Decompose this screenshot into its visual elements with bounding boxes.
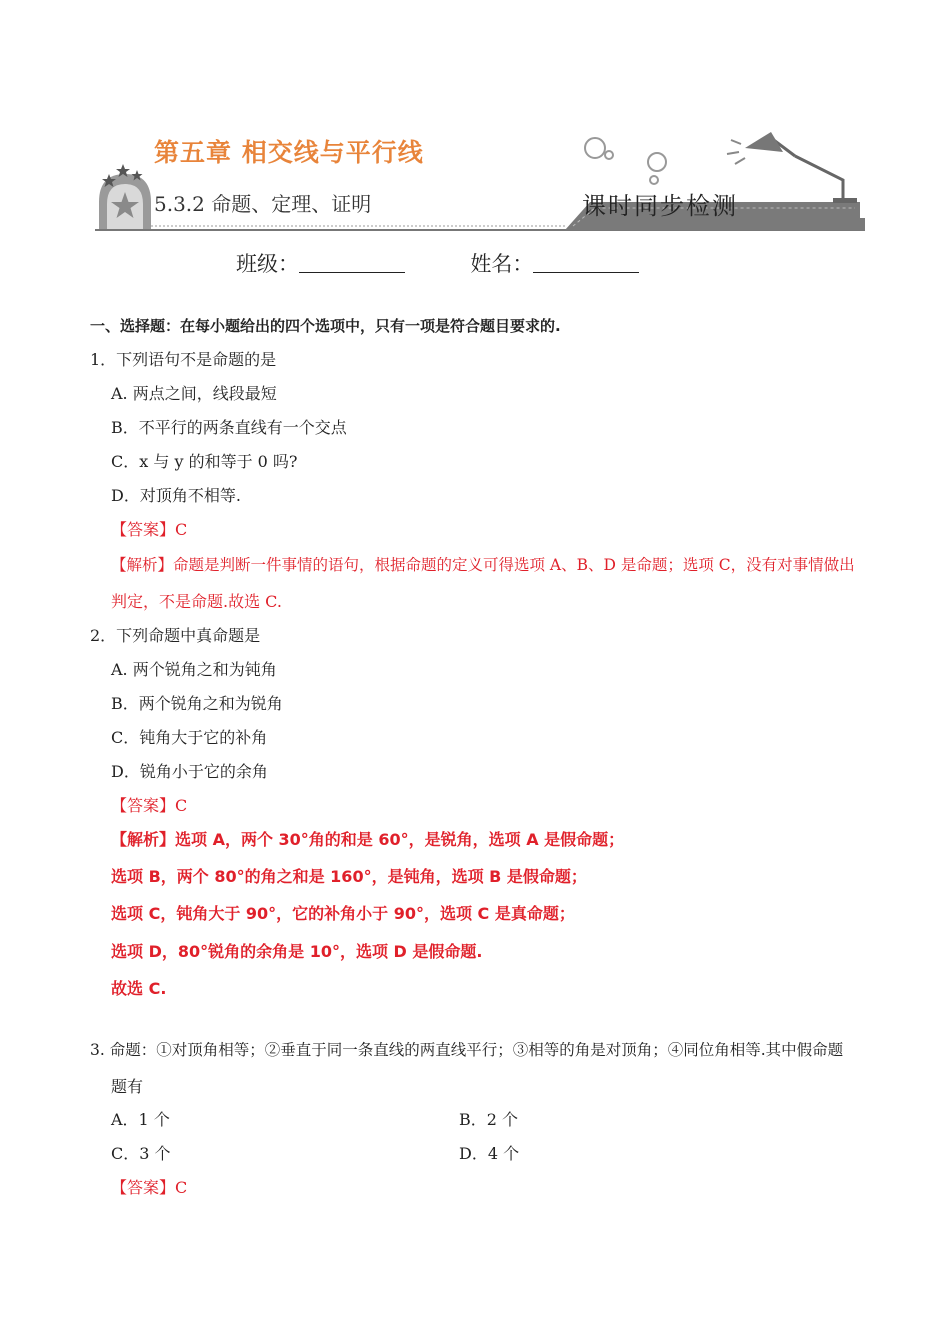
q2-analysis-line1: 【解析】选项 A，两个 30°角的和是 60°，是锐角，选项 A 是假命题； [111,830,625,849]
section-heading: 一、选择题：在每小题给出的四个选项中，只有一项是符合题目要求的. [90,317,561,335]
q1-option-d: D．对顶角不相等. [111,486,241,505]
class-field[interactable] [299,254,405,273]
tagline: 课时同步检测 [582,192,738,220]
name-field[interactable] [533,254,639,273]
name-label: 姓名： [470,252,534,276]
q3-option-d: D．4 个 [459,1144,520,1163]
q2-option-d: D．锐角小于它的余角 [111,762,268,781]
q2-analysis-line3: 选项 C，钝角大于 90°，它的补角小于 90°，选项 C 是真命题； [111,904,575,923]
q3-stem-line1: 3. 命题：①对顶角相等；②垂直于同一条直线的两直线平行；③相等的角是对顶角；④同位角相等.其中假命题 [90,1041,844,1059]
q2-analysis-line2: 选项 B，两个 80°的角之和是 160°，是钝角，选项 B 是假命题； [111,867,587,886]
q1-option-c: C．x 与 y 的和等于 0 吗? [111,452,298,471]
q3-option-b: B．2 个 [459,1110,519,1129]
star-badge-icon [99,164,151,230]
q1-answer: 【答案】C [111,520,188,539]
q2-analysis-line4: 选项 D，80°锐角的余角是 10°，选项 D 是假命题. [111,942,483,961]
q2-option-a: A. 两个锐角之和为钝角 [111,660,277,679]
q3-answer: 【答案】C [111,1178,188,1197]
student-info [236,248,639,278]
q1-analysis-line2: 判定，不是命题.故选 C. [111,592,282,611]
q1-stem: 1．下列语句不是命题的是 [90,350,277,369]
class-label: 班级： [236,252,299,276]
chapter-title: 第五章 相交线与平行线 [154,138,424,167]
q3-stem-line2: 题有 [111,1077,144,1096]
q2-stem: 2．下列命题中真命题是 [90,626,261,645]
q2-analysis-line5: 故选 C. [111,979,167,998]
bubbles-icon [585,138,666,184]
q3-option-c: C．3 个 [111,1144,171,1163]
q2-answer: 【答案】C [111,796,188,815]
section-title: 5.3.2 命题、定理、证明 [154,192,372,216]
q1-option-a: A. 两点之间，线段最短 [111,384,277,403]
q2-option-c: C．钝角大于它的补角 [111,728,268,747]
header-banner [95,112,865,237]
q3-option-a: A．1 个 [111,1110,170,1129]
q1-analysis-line1: 【解析】命题是判断一件事情的语句，根据命题的定义可得选项 A、B、D 是命题；选项 C，没有对事情做出 [111,556,855,574]
desk-lamp-icon [727,132,857,203]
q1-option-b: B．不平行的两条直线有一个交点 [111,418,347,437]
q2-option-b: B．两个锐角之和为锐角 [111,694,283,713]
